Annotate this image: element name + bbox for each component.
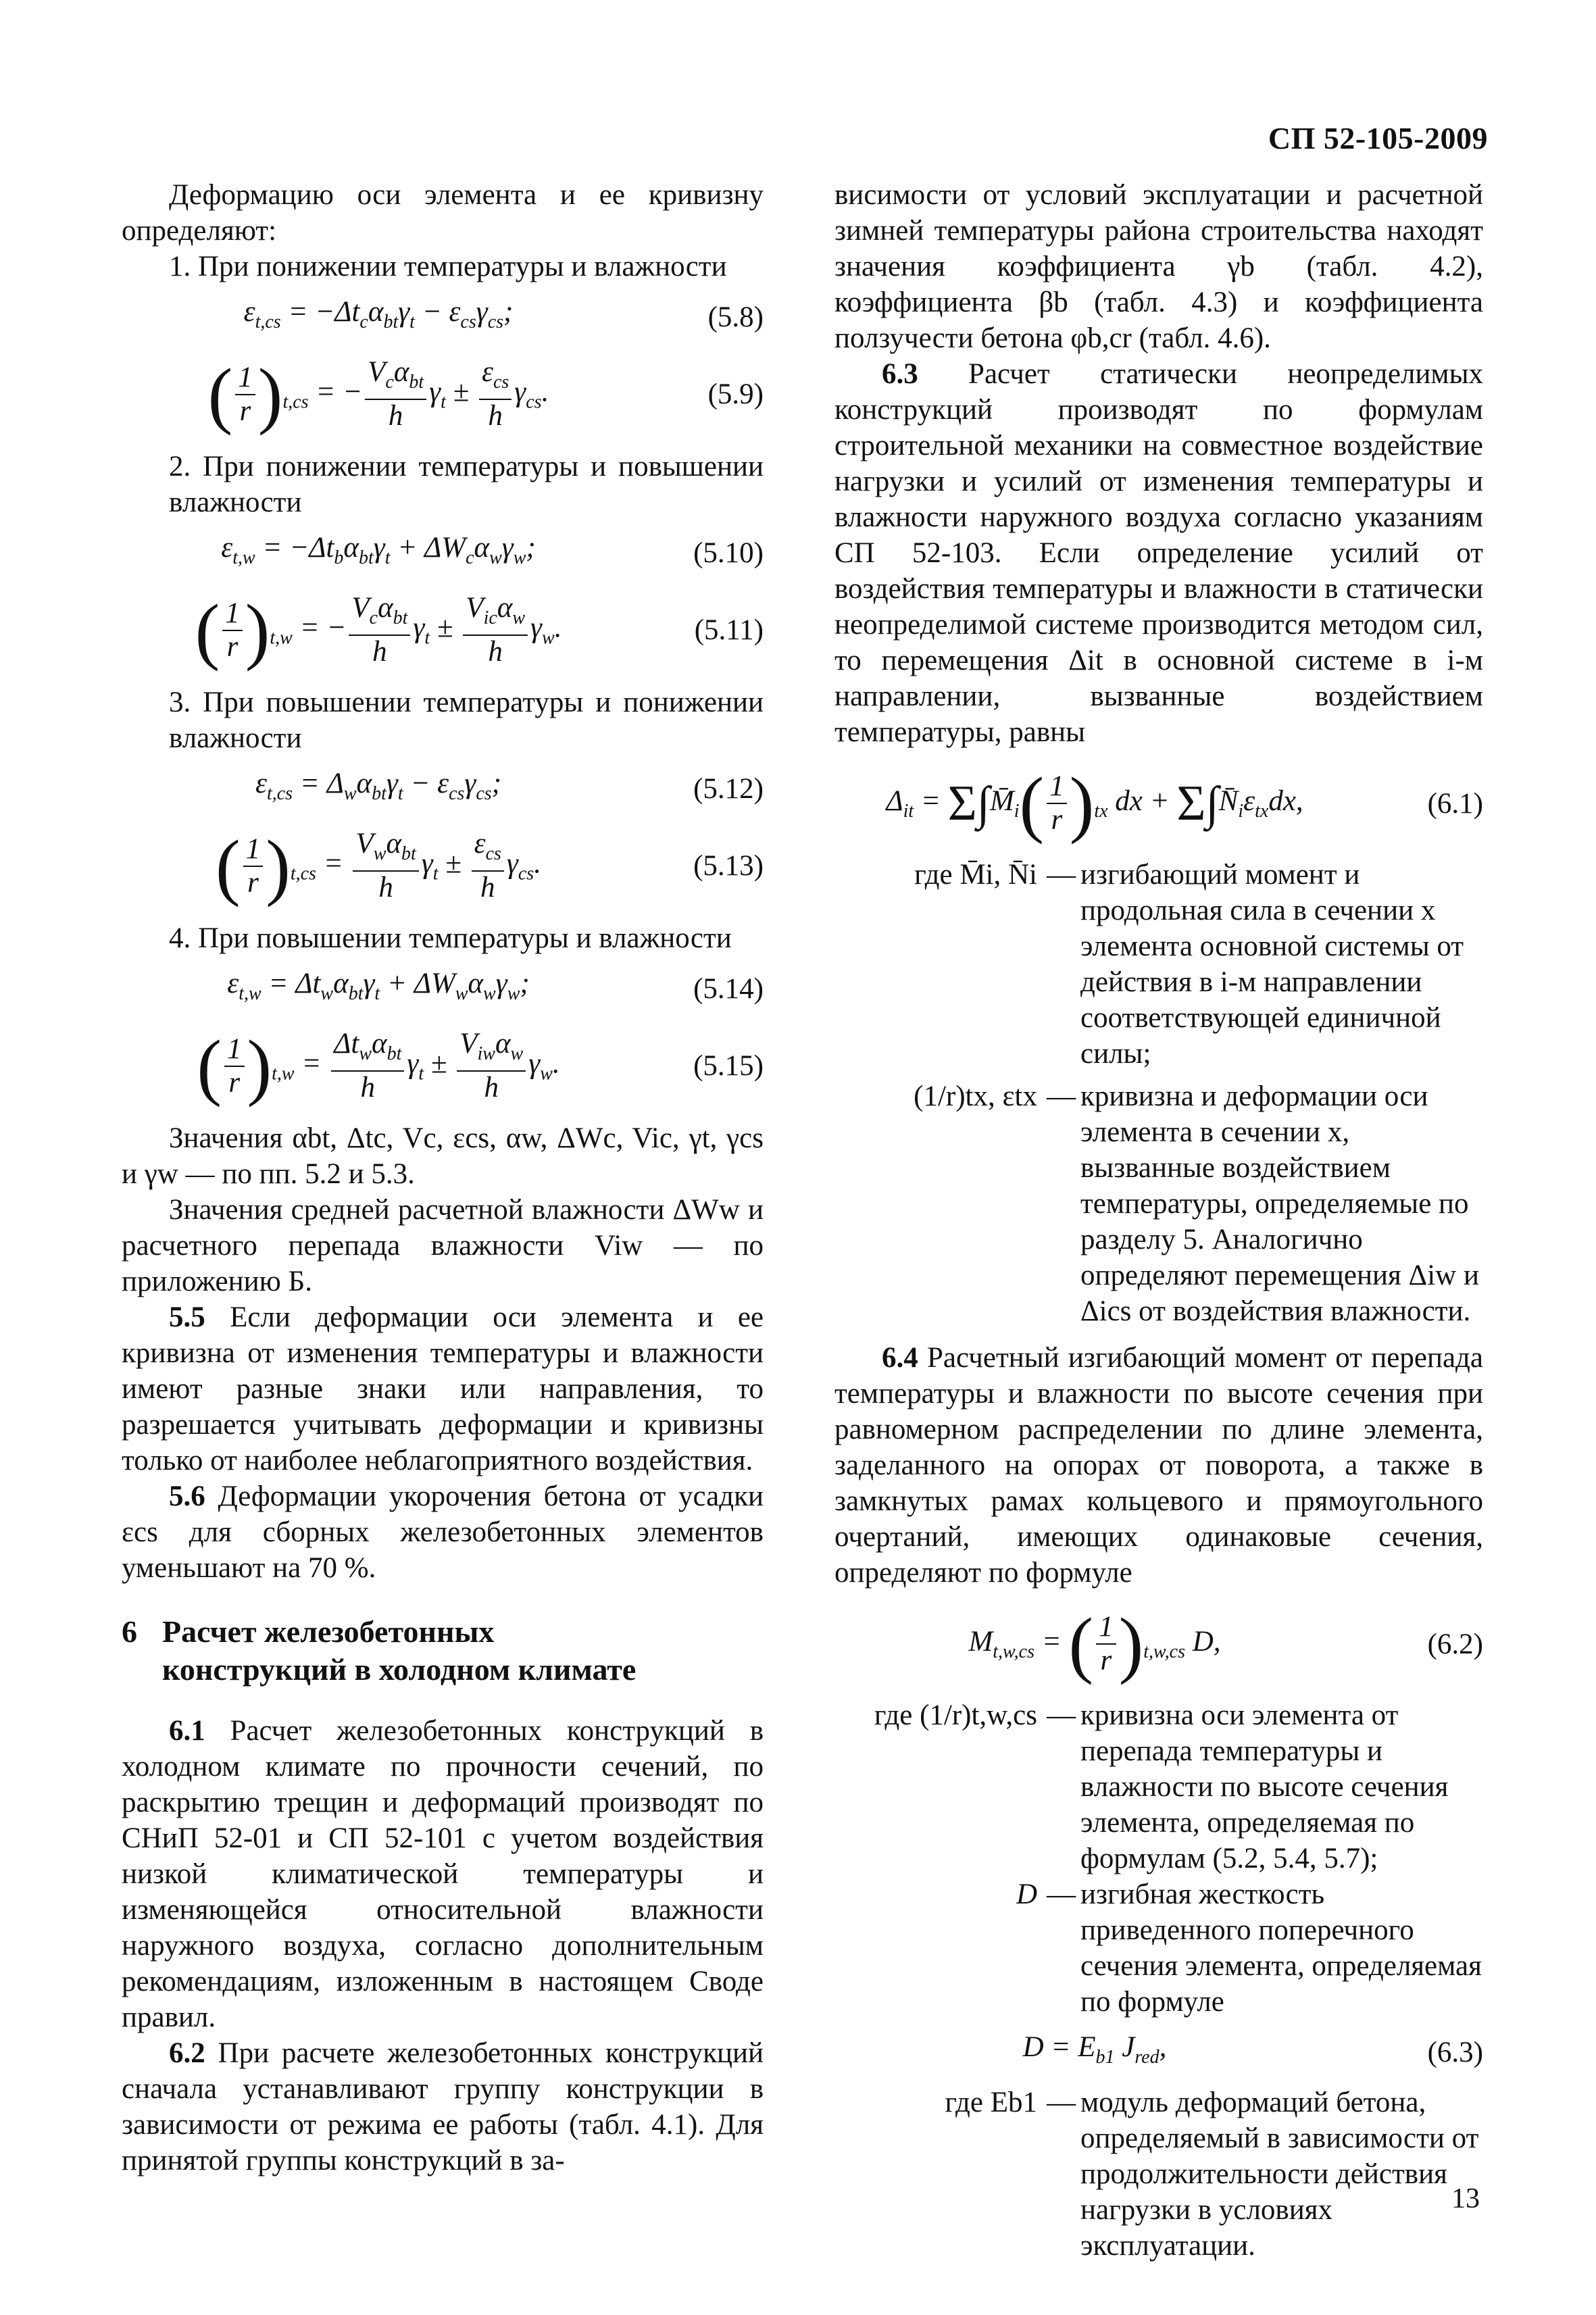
definition-term: D xyxy=(1016,1878,1037,1910)
formula-6-2: $M_{t,w,cs}$ = ( $\frac{1}{r}$ )$_{t,w,cs}$ D, (6.2) xyxy=(968,1603,1483,1685)
paragraph-5-6 xyxy=(122,1478,764,1586)
paragraph-text: Деформации укорочения бетона от усадки εcs для сборных железобетонных элементов уменьшают на 70 %. xyxy=(122,1480,764,1584)
formula-5-11: ( $\frac{1}{r}$ )$_{t,w}$ = − $\frac{V_c\alpha_{bt}}{h}$ $\gamma_t$ ± $\frac{V_{ic}\alpha_w}{h}$ $\gamma_w$. (5.11) xyxy=(195,589,764,672)
definition-item: где Eb1 — модуль деформаций бетона, определяемый в зависимости от продолжительности действия нагрузки в условиях эксплуатации. xyxy=(834,2085,1483,2264)
formula-6-3: $D = E_{b1}$ $J_{red}$, (6.3) xyxy=(834,2029,1483,2075)
definition-text: изгибная жесткость приведенного поперечного сечения элемента, определяемая по формуле xyxy=(1080,1878,1482,2018)
definition-item: D — изгибная жесткость приведенного поперечного сечения элемента, определяемая по формуле xyxy=(834,1876,1483,2020)
paragraph-6-1 xyxy=(122,1713,764,2035)
formula-5-13: ( $\frac{1}{r}$ )$_{t,cs}$ = $\frac{V_w\alpha_{bt}}{h}$ $\gamma_t$ ± $\frac{\varepsilon_{cs}}{h}$ $\gamma_{cs}$. (5.13) xyxy=(216,824,764,907)
formula-5-10: $\varepsilon_{t,w} = -\Delta t_b\alpha_{bt}\gamma_t + \Delta W_c\alpha_w\gamma_w$; (5.10) xyxy=(122,530,764,576)
definition-list xyxy=(834,1697,1483,2020)
formula-number: (6.1) xyxy=(1427,787,1483,820)
list-item: 3. При повышении температуры и понижении влажности xyxy=(169,687,764,754)
formula-number: (5.12) xyxy=(693,772,764,805)
definition-text: изгибающий момент и продольная сила в сечении x элемента основной системы от действия в i-м направлении соответствующей единичной силы; xyxy=(1080,859,1464,1070)
definition-text: модуль деформаций бетона, определяемый в зависимости от продолжительности действия нагрузки в условиях эксплуатации. xyxy=(1080,2087,1479,2262)
page-number: 13 xyxy=(1451,2183,1480,2214)
paragraph-text: Расчет железобетонных конструкций в холодном климате по прочности сечений, по раскрытию трещин и деформаций производят по СНиП 52-01 и СП 52-101 с учетом воздействия низкой климатической температуры и изменяющейся относительной влажности наружного воздуха, согласно дополнительным рекомендациям, изложенным в настоящем Своде правил. xyxy=(122,1715,764,2033)
paragraph: Деформацию оси элемента и ее кривизну определяют: xyxy=(122,179,764,247)
section-heading xyxy=(122,1613,764,1689)
paragraph-text: При расчете железобетонных конструкций сначала устанавливают группу конструкции в зависимости от режима ее работы (табл. 4.1). Для принятой группы конструкций в за- xyxy=(122,2037,764,2176)
right-column xyxy=(834,177,1483,2264)
clause-number: 6.3 xyxy=(882,358,918,390)
clause-number: 5.6 xyxy=(169,1480,205,1512)
paragraph-6-2 xyxy=(122,2035,764,2179)
clause-number: 6.4 xyxy=(882,1342,918,1374)
clause-number: 5.5 xyxy=(169,1301,205,1333)
paragraph: Значения αbt, Δtc, Vc, εcs, αw, ΔWc, Vic, γt, γcs и γw — по пп. 5.2 и 5.3. xyxy=(122,1122,764,1190)
definition-term: где M̄i, N̄i xyxy=(914,859,1037,891)
definition-term: (1/r)tx, εtx xyxy=(914,1080,1037,1112)
section-title: Расчет железобетонных конструкций в холодном климате xyxy=(162,1614,637,1687)
definition-term: где (1/r)t,w,cs xyxy=(874,1699,1037,1731)
paragraph: Значения средней расчетной влажности ΔWw и расчетного перепада влажности Viw — по приложению Б. xyxy=(122,1194,764,1297)
paragraph-text: Расчет статически неопределимых конструкций производят по формулам строительной механики на совместное воздействие нагрузки и усилий от изменения температуры и влажности наружного воздуха согласно указаниям СП 52-103. Если определение усилий от воздействия температуры и влажности в статически неопределимой системе производится методом сил, то перемещения Δit в основной системе в i-м направлении, вызванные воздействием температуры, равны xyxy=(834,358,1483,748)
definition-list xyxy=(834,2085,1483,2264)
formula-5-14: $\varepsilon_{t,w} = \Delta t_w\alpha_{bt}\gamma_t + \Delta W_w\alpha_w\gamma_w$; (5.14) xyxy=(122,966,764,1012)
paragraph-6-3 xyxy=(834,356,1483,750)
formula-number: (6.3) xyxy=(1427,2036,1483,2068)
formula-5-15: ( $\frac{1}{r}$ )$_{t,w}$ = $\frac{\Delta t_w\alpha_{bt}}{h}$ $\gamma_t$ ± $\frac{V_{iw}\alpha_w}{h}$ $\gamma_w$. (5.15) xyxy=(197,1024,764,1107)
left-column xyxy=(122,177,764,2179)
formula-number: (5.15) xyxy=(693,1050,764,1082)
formula-5-9: ( $\frac{1}{r}$ )$_{t,cs}$ = − $\frac{V_c\alpha_{bt}}{h}$ $\gamma_t$ ± $\frac{\varepsilon_{cs}}{h}$ $\gamma_{cs}$. (5.9) xyxy=(207,353,764,436)
paragraph-6-4 xyxy=(834,1340,1483,1591)
document-code: СП 52-105-2009 xyxy=(1268,121,1488,155)
clause-number: 6.1 xyxy=(169,1715,205,1747)
paragraph: висимости от условий эксплуатации и расчетной зимней температуры района строительства находят значения коэффициента γb (табл. 4.2), коэффициента βb (табл. 4.3) и коэффициента ползучести бетона φb,cr (табл. 4.6). xyxy=(834,179,1483,354)
definition-text: кривизна и деформации оси элемента в сечении x, вызванные воздействием температуры, определяемые по разделу 5. Аналогично определяют перемещения Δiw и Δics от воздействия влажности. xyxy=(1080,1080,1479,1327)
formula-6-1: $\Delta_{it}$ = $\Sigma\int M̄_i$( $\frac{1}{r}$ )$_{tx}$ dx + $\Sigma\int N̄_i\varepsilon_{tx}dx$, (6.1) xyxy=(886,762,1483,845)
formula-number: (5.10) xyxy=(693,537,764,569)
formula-number: (5.11) xyxy=(694,614,764,646)
formula-5-8: $\varepsilon_{t,cs} = -\Delta t_c\alpha_{bt}\gamma_t - \varepsilon_{cs}\gamma_{cs}$; (5.8) xyxy=(122,294,764,340)
definition-item: где (1/r)t,w,cs — кривизна оси элемента от перепада температуры и влажности по высоте сечения элемента, определяемая по формулам (5.2, 5.4, 5.7); xyxy=(834,1697,1483,1876)
paragraph-text: Расчетный изгибающий момент от перепада температуры и влажности по высоте сечения при равномерном распределении по длине элемента, заделанного на опорах от поворота, а также в замкнутых рамах кольцевого и прямоугольного очертаний, имеющих одинаковые сечения, определяют по формуле xyxy=(834,1342,1483,1589)
paragraph-5-5 xyxy=(122,1299,764,1478)
clause-number: 6.2 xyxy=(169,2037,205,2069)
definition-item: (1/r)tx, εtx — кривизна и деформации оси элемента в сечении x, вызванные воздействием температуры, определяемые по разделу 5. Аналогично определяют перемещения Δiw и Δics от воздействия влажности. xyxy=(834,1078,1483,1329)
definition-list xyxy=(834,857,1483,1329)
formula-number: (5.9) xyxy=(707,378,764,410)
definition-text: кривизна оси элемента от перепада температуры и влажности по высоте сечения элемента, определяемая по формулам (5.2, 5.4, 5.7); xyxy=(1080,1699,1449,1874)
definition-term: где Eb1 xyxy=(945,2087,1037,2118)
definition-item: где M̄i, N̄i — изгибающий момент и продольная сила в сечении x элемента основной системы от действия в i-м направлении соответствующей единичной силы; xyxy=(834,857,1483,1072)
formula-number: (5.13) xyxy=(693,850,764,882)
section-number: 6 xyxy=(122,1614,137,1649)
list-item: 1. При понижении температуры и влажности xyxy=(169,251,727,282)
list-item: 4. При повышении температуры и влажности xyxy=(169,922,732,954)
paragraph-text: Если деформации оси элемента и ее кривизна от изменения температуры и влажности имеют разные знаки или направления, то разрешается учитывать деформации и кривизны только от наиболее неблагоприятного воздействия. xyxy=(122,1301,764,1476)
list-item: 2. При понижении температуры и повышении влажности xyxy=(169,451,764,518)
formula-number: (5.14) xyxy=(693,972,764,1005)
formula-number: (6.2) xyxy=(1427,1628,1483,1660)
formula-number: (5.8) xyxy=(707,301,764,333)
formula-5-12: $\varepsilon_{t,cs} = \Delta_w\alpha_{bt}\gamma_t - \varepsilon_{cs}\gamma_{cs}$; (5.12) xyxy=(122,766,764,812)
